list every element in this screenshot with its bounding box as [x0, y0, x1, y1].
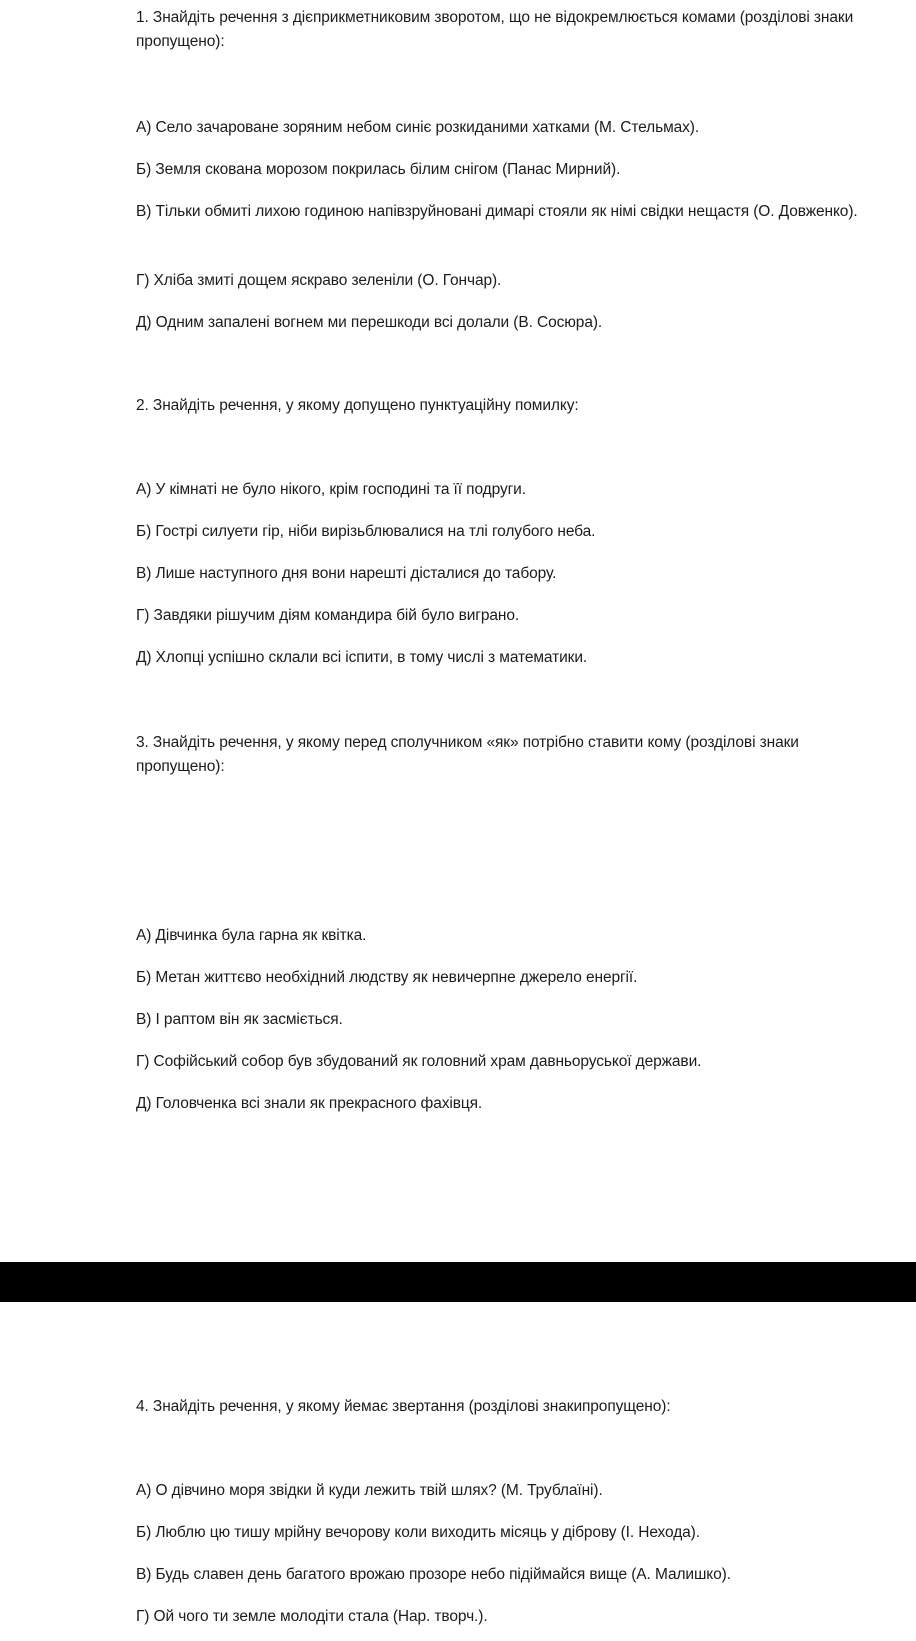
question-2-option-b: Б) Гострі силуети гір, ніби вирізьблювалися на тлі голубого неба. — [136, 523, 596, 540]
question-3-option-c: В) І раптом він як засміється. — [136, 1011, 343, 1028]
question-3-prompt: 3. Знайдіть речення, у якому перед сполучником «як» потрібно ставити кому (розділові знаки пропущено): — [136, 734, 799, 775]
question-3-option-b: Б) Метан життєво необхідний людству як невичерпне джерело енергії. — [136, 969, 638, 986]
page-separator — [0, 1262, 916, 1302]
question-4-option-d: Г) Ой чого ти земле молодіти стала (Нар. творч.). — [136, 1608, 488, 1625]
question-4-option-c: В) Будь славен день багатого врожаю прозоре небо підіймайся вище (А. Малишко). — [136, 1566, 731, 1583]
question-1-option-b: Б) Земля скована морозом покрилась білим снігом (Панас Мирний). — [136, 161, 621, 178]
question-3-option-d: Г) Софійський собор був збудований як головний храм давньоруської держави. — [136, 1053, 702, 1070]
question-1-option-a: А) Село зачароване зоряним небом синіє розкиданими хатками (М. Стельмах). — [136, 119, 700, 136]
question-2-option-e: Д) Хлопці успішно склали всі іспити, в тому числі з математики. — [136, 649, 588, 666]
question-1-option-c: В) Тільки обмиті лихою годиною напівзруйновані димарі стояли як німі свідки нещастя (О. Довженко). — [136, 203, 858, 220]
question-1-prompt: 1. Знайдіть речення з дієприкметниковим зворотом, що не відокремлюється комами (розділові знаки пропущено): — [136, 9, 854, 50]
question-1-option-e: Д) Одним запалені вогнем ми перешкоди всі долали (В. Сосюра). — [136, 314, 603, 331]
question-3-option-a: А) Дівчинка була гарна як квітка. — [136, 927, 367, 944]
question-4-option-b: Б) Люблю цю тишу мрійну вечорову коли виходить місяць у діброву (І. Нехода). — [136, 1524, 700, 1541]
question-4-option-a: А) О дівчино моря звідки й куди лежить твій шлях? (М. Трублаїні). — [136, 1482, 603, 1499]
question-1-option-d: Г) Хліба змиті дощем яскраво зеленіли (О. Гончар). — [136, 272, 502, 289]
question-2-prompt: 2. Знайдіть речення, у якому допущено пунктуаційну помилку: — [136, 397, 579, 414]
question-2-option-c: В) Лише наступного дня вони нарешті дісталися до табору. — [136, 565, 557, 582]
question-2-option-a: А) У кімнаті не було нікого, крім господині та її подруги. — [136, 481, 526, 498]
question-4-prompt: 4. Знайдіть речення, у якому йемає звертання (розділові знакипропущено): — [136, 1398, 671, 1415]
question-3-option-e: Д) Головченка всі знали як прекрасного фахівця. — [136, 1095, 483, 1112]
question-2-option-d: Г) Завдяки рішучим діям командира бій було виграно. — [136, 607, 520, 624]
